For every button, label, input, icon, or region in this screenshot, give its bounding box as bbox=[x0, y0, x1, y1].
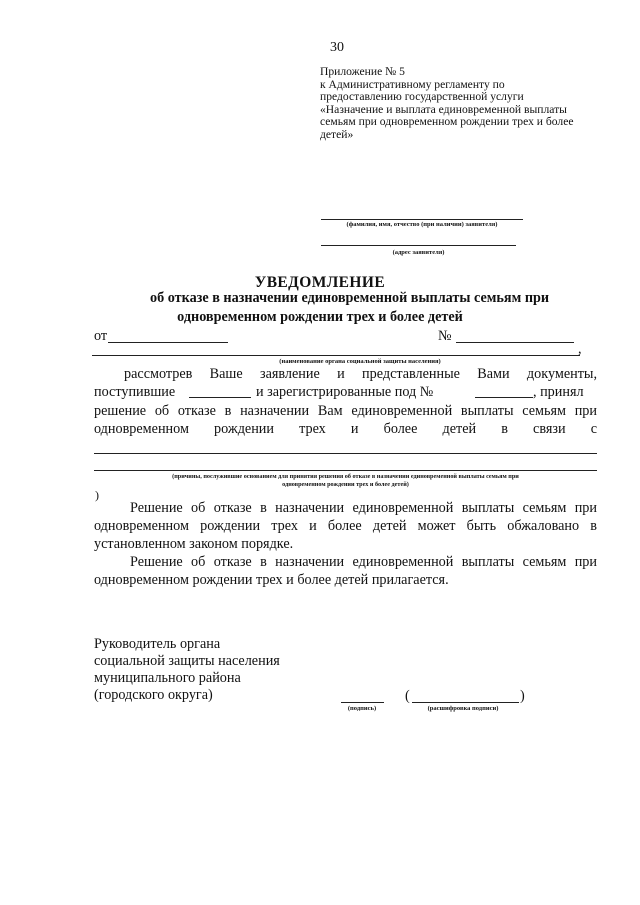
document-subtitle-line2: одновременном рождении трех и более детей bbox=[177, 309, 463, 325]
attached-line-2: одновременном рождении трех и более детей прилагается. bbox=[94, 572, 449, 588]
document-subtitle-line1: об отказе в назначении единовременной выплаты семьям при bbox=[150, 290, 550, 306]
appendix-line: Приложение № 5 bbox=[320, 65, 405, 78]
signature-title-line: Руководитель органа bbox=[94, 636, 221, 652]
applicant-address-line[interactable] bbox=[321, 245, 516, 246]
decode-line[interactable] bbox=[412, 702, 519, 703]
appendix-line: семьям при одновременном рождении трех и более bbox=[320, 115, 574, 129]
number-label: № bbox=[438, 328, 452, 344]
signature-caption: (подпись) bbox=[347, 705, 377, 712]
signature-title-block bbox=[94, 636, 280, 704]
comma: , bbox=[578, 341, 582, 357]
signature-title-line: муниципального района bbox=[94, 670, 241, 686]
date-field-line[interactable] bbox=[108, 342, 228, 343]
reasons-caption-2: одновременном рождении трех и более детей) bbox=[282, 481, 409, 488]
appeal-line-1: Решение об отказе в назначении единовременной выплаты семьям при bbox=[130, 500, 597, 516]
signature-title-line: (городского округа) bbox=[94, 687, 213, 703]
body-line-3: решение об отказе в назначении Вам единовременной выплаты семьям при bbox=[94, 403, 597, 419]
from-label: от bbox=[94, 328, 108, 344]
reasons-caption-1: (причины, послужившие основанием для принятия решения об отказе в назначении единовременной выплаты семьям при bbox=[172, 473, 519, 480]
page-number: 30 bbox=[330, 40, 344, 55]
appendix-line: к Административному регламенту по bbox=[320, 77, 505, 91]
appendix-line: «Назначение и выплата единовременной выплаты bbox=[320, 102, 567, 116]
appendix-line: детей» bbox=[320, 127, 354, 141]
body-line-2-end: , принял bbox=[533, 384, 584, 400]
document-title: УВЕДОМЛЕНИЕ bbox=[254, 274, 386, 291]
decode-open-paren: ( bbox=[405, 688, 410, 704]
reasons-line-1[interactable] bbox=[94, 453, 597, 454]
received-date-line[interactable] bbox=[189, 397, 251, 398]
signature-line[interactable] bbox=[341, 702, 384, 703]
body-line-2-start: поступившие bbox=[94, 384, 176, 400]
applicant-address-caption: (адрес заявителя) bbox=[392, 249, 445, 256]
decode-caption: (расшифровка подписи) bbox=[427, 705, 499, 712]
appeal-line-2: одновременном рождении трех и более детей может быть обжаловано в bbox=[94, 518, 597, 534]
applicant-name-line[interactable] bbox=[321, 219, 523, 220]
reasons-line-2[interactable] bbox=[94, 470, 597, 471]
body-line-2-mid: и зарегистрированные под № bbox=[256, 384, 434, 400]
appendix-line: предоставлению государственной услуги bbox=[320, 90, 524, 104]
appendix-block bbox=[320, 66, 595, 142]
body-line-1: рассмотрев Ваше заявление и представленные Вами документы, bbox=[124, 366, 597, 382]
org-caption: (наименование органа социальной защиты населения) bbox=[279, 358, 441, 365]
body-line-4: одновременном рождении трех и более детей в связи с bbox=[94, 421, 597, 437]
attached-line-1: Решение об отказе в назначении единовременной выплаты семьям при bbox=[130, 554, 597, 570]
signature-title-line: социальной защиты населения bbox=[94, 653, 280, 669]
reasons-close-paren: ) bbox=[95, 488, 99, 502]
registration-number-line[interactable] bbox=[475, 397, 533, 398]
number-field-line[interactable] bbox=[456, 342, 574, 343]
appeal-line-3: установленном законом порядке. bbox=[94, 536, 294, 552]
decode-close-paren: ) bbox=[520, 688, 525, 704]
org-name-line[interactable] bbox=[92, 355, 580, 356]
applicant-name-caption: (фамилия, имя, отчество (при наличии) заявителя) bbox=[346, 221, 498, 228]
